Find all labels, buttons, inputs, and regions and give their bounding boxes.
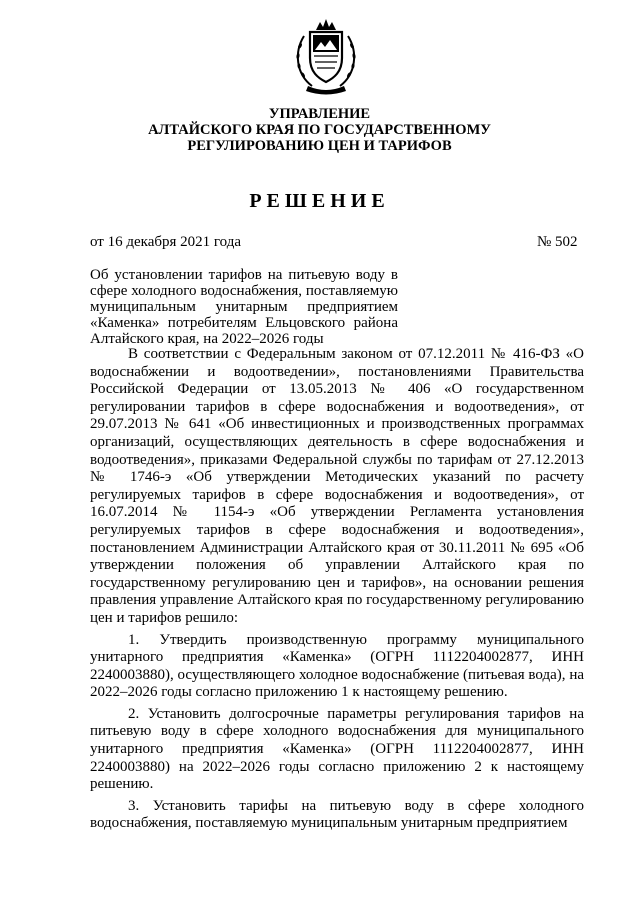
org-name-line1: УПРАВЛЕНИЕ: [268, 106, 371, 122]
coat-of-arms-icon: [290, 16, 362, 96]
preamble-paragraph: В соответствии с Федеральным законом от 07.12.2011 № 416-ФЗ «О водоснабжении и водоотведении», постановлениями Правительства Российской Федерации от 13.05.2013 № 406 «О государственном регулировании тарифов в сфере водоснабжения и водоотведения», от 29.07.2013 № 641 «Об инвестиционных и производственных программах организаций, осуществляющих деятельность в сфере водоснабжения и водоотведения», приказами Федеральной службы по тарифам от 27.12.2013 № 1746-э «Об утверждении Методических указаний по расчету регулируемых тарифов в сфере водоснабжения и водоотведения», от 16.07.2014 № 1154-э «Об утверждении Регламента установления регулируемых тарифов в сфере водоснабжения и водоотведения», постановлением Администрации Алтайского края от 30.11.2011 № 695 «Об утверждении положения об управлении Алтайского края по государственному регулированию цен и тарифов», на основании решения правления управление Алтайского края по государственному регулированию цен и тарифов решило:: [90, 346, 584, 626]
decision-item-2: 2. Установить долгосрочные параметры регулирования тарифов на питьевую воду в сфере холодного водоснабжения для муниципального унитарного предприятия «Каменка» (ОГРН 1112204002877, ИНН 2240003880) на 2022–2026 годы согласно приложению 2 к настоящему решению.: [90, 705, 584, 793]
document-number: № 502: [537, 234, 578, 250]
document-body: [90, 346, 584, 837]
decision-item-1: 1. Утвердить производственную программу муниципального унитарного предприятия «Каменка» (ОГРН 1112204002877, ИНН 2240003880), осуществляющего холодное водоснабжение (питьевая вода), на 2022–2026 годы согласно приложению 1 к настоящему решению.: [90, 631, 584, 701]
document-title: РЕШЕНИЕ: [249, 190, 390, 212]
document-subject: Об установлении тарифов на питьевую воду в сфере холодного водоснабжения, поставляемую муниципальным унитарным предприятием «Каменка» потребителям Ельцовского района Алтайского края, на 2022–2026 годы: [90, 267, 398, 347]
org-name-line3: РЕГУЛИРОВАНИЮ ЦЕН И ТАРИФОВ: [187, 138, 452, 154]
document-date: от 16 декабря 2021 года: [90, 234, 242, 250]
org-name-line2: АЛТАЙСКОГО КРАЯ ПО ГОСУДАРСТВЕННОМУ: [148, 122, 491, 138]
decision-item-3: 3. Установить тарифы на питьевую воду в сфере холодного водоснабжения, поставляемую муниципальным унитарным предприятием: [90, 797, 584, 832]
